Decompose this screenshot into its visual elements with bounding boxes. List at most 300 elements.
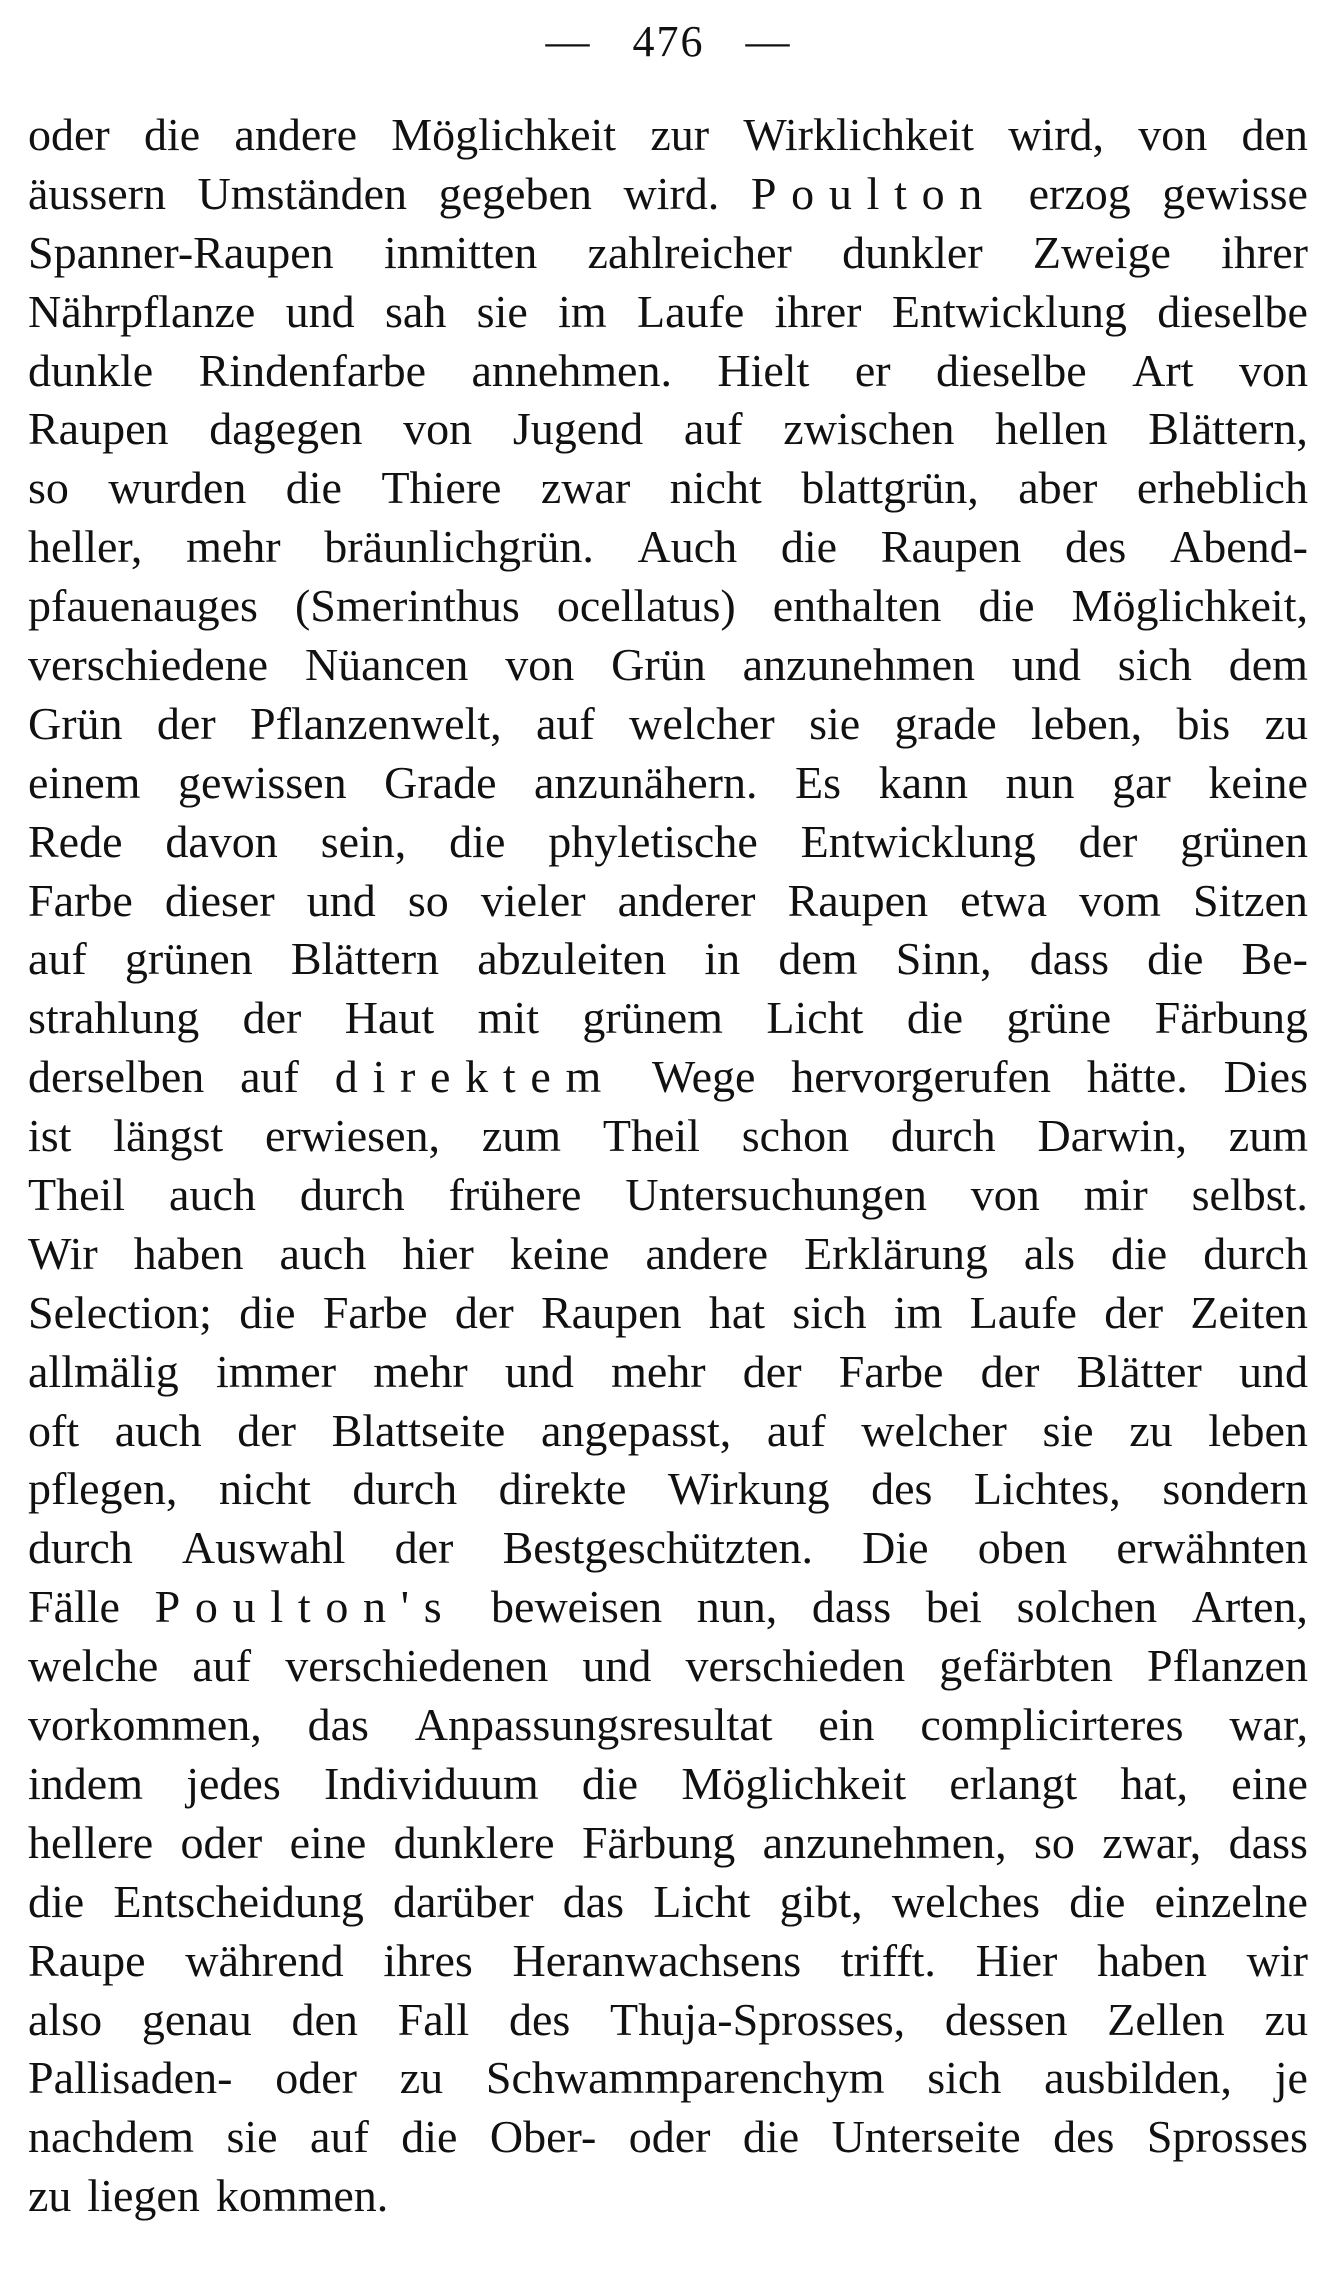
text-line [28,872,1308,931]
word: auf [683,403,743,455]
word: phyletische [548,815,758,867]
word: die [581,1757,639,1809]
word: durch [890,1110,996,1162]
word: die [906,992,964,1044]
word: angepasst, [540,1404,732,1456]
word: grünen [1180,815,1308,867]
word: auch [114,1404,202,1456]
word: trifft. [840,1934,936,1986]
word: kommen. [215,2170,389,2222]
word: die [742,2111,800,2163]
word: oder [275,2052,357,2104]
word: keine [1208,756,1308,808]
word: Grün [611,639,706,691]
text-line [28,1932,1308,1991]
word: also [28,1993,103,2045]
page-number: 476 [632,17,705,66]
word: die [1147,933,1204,985]
word: die [285,462,342,514]
word: Rede [28,815,123,867]
word: blattgrün, [801,462,979,514]
word: durch [1203,1227,1308,1279]
word: dunkler [842,226,983,278]
word: durch [28,1522,133,1574]
word: dunklere [393,1816,555,1868]
word: einem [28,756,141,808]
word: strahlung [28,992,200,1044]
word: Dies [1223,1051,1308,1103]
word: inmitten [383,226,538,278]
text-line [28,165,1308,224]
word: im [893,1286,943,1338]
word: und [1238,1345,1308,1397]
word: der [394,1522,454,1574]
word: hätte. [1086,1051,1188,1103]
text-line [28,1991,1308,2050]
text-line [28,695,1308,754]
word: Fälle [28,1581,120,1633]
word: Theil [28,1169,126,1221]
word: oben [977,1522,1068,1574]
word: anderer [617,874,756,926]
word: eine [1231,1757,1308,1809]
word: complicirteres [920,1699,1184,1751]
word: mehr [186,521,281,573]
word: wir [1246,1934,1308,1986]
word: zum [481,1110,562,1162]
word: Raupen [880,521,1022,573]
word: andere [645,1227,769,1279]
word: die [978,580,1035,632]
word: gar [1112,756,1171,808]
word: und [306,874,376,926]
text-line [28,1048,1308,1107]
word: oder [28,109,110,160]
text-line [28,518,1308,577]
word: erwiesen, [265,1110,440,1162]
word: in [704,933,741,985]
word: grünem [582,992,723,1044]
word: von [970,1169,1040,1221]
text-line [28,224,1308,283]
word: haben [1097,1934,1207,1986]
word: sich [927,2052,1002,2104]
word: welcher [861,1404,1007,1456]
word: pfauenauges [28,580,258,632]
word: auf [310,2111,369,2163]
word: gewissen [177,756,347,808]
word: ist [28,1110,72,1162]
word: sondern [1162,1463,1308,1515]
word: allmälig [28,1345,179,1397]
word: Schwammparenchym [485,2052,885,2104]
word: war, [1229,1699,1308,1751]
word: ocellatus) [556,580,736,632]
word: der [1078,815,1138,867]
word: dass [811,1581,892,1633]
spaced-emphasis-word: direktem [334,1051,616,1103]
text-line [28,1166,1308,1225]
word: des [1053,2111,1115,2163]
word: von [505,639,575,691]
word: als [1023,1227,1076,1279]
body-paragraph [28,106,1308,2226]
word: erwähnten [1116,1522,1308,1574]
word: schon [741,1110,850,1162]
word: vom [1079,874,1161,926]
word: des [508,1993,571,2045]
word: Entscheidung [113,1875,364,1927]
word: davon [165,815,278,867]
word: dessen [944,1993,1068,2045]
word: Spanner-Raupen [28,226,334,278]
word: sich [792,1286,867,1338]
word: Unterseite [831,2111,1021,2163]
text-line [28,636,1308,695]
word: Ober- [489,2111,597,2163]
word: die [1069,1875,1126,1927]
word: zu [399,2052,444,2104]
word: zur [650,109,710,160]
word: sie [1042,1404,1094,1456]
text-line [28,2049,1308,2108]
word: Nährpflanze [28,285,256,337]
word: hat, [1120,1757,1189,1809]
word: wurden [108,462,247,514]
word: Untersuchungen [625,1169,927,1221]
word: das [562,1875,625,1927]
word: im [558,285,607,337]
word: Licht [653,1875,751,1927]
word: auf [766,1404,826,1456]
word: auf [28,933,87,985]
word: selbst. [1191,1169,1308,1221]
word: Farbe [28,874,133,926]
word: Nüancen [304,639,469,691]
text-line [28,813,1308,872]
word: zahlreicher [587,226,792,278]
word: ihrer [1221,226,1308,278]
word: den [1241,109,1308,160]
word: sah [385,285,447,337]
word: während [185,1934,344,1986]
text-line [28,989,1308,1048]
word: nun, [696,1581,778,1633]
word: Farbe [838,1345,944,1397]
word: Auswahl [181,1522,346,1574]
word: Laufe [969,1286,1077,1338]
word: kann [878,756,968,808]
word: Umständen [197,167,408,219]
word: Sitzen [1192,874,1308,926]
word: der [1104,1286,1164,1338]
text-line [28,1519,1308,1578]
word: ein [818,1699,875,1751]
word: Möglichkeit [391,109,617,160]
word: Raupen [787,874,929,926]
word: Zellen [1107,1993,1225,2045]
word: leben [1208,1404,1308,1456]
word: heller, [28,521,143,573]
text-line [28,106,1308,165]
word: mir [1083,1169,1148,1221]
word: und [285,285,355,337]
word: bräunlichgrün. [324,521,594,573]
word: längst [113,1110,224,1162]
word: dieselbe [1157,285,1308,337]
word: mehr [373,1345,468,1397]
word: er [854,344,891,396]
text-line [28,1225,1308,1284]
word: beweisen [491,1581,663,1633]
word: annehmen. [471,344,672,396]
word: grüne [1006,992,1112,1044]
text-line [28,1814,1308,1873]
word: derselben [28,1051,205,1103]
word: Haut [344,992,435,1044]
word: zu [28,2170,72,2222]
word: zwischen [783,403,955,455]
word: Färbung [1154,992,1308,1044]
word: Heranwachsens [512,1934,802,1986]
word: Thiere [381,462,502,514]
word: wird. [623,167,720,219]
spaced-emphasis-word: Poulton [750,167,998,219]
word: von [1238,344,1308,396]
word: grünen [124,933,253,985]
word: Pflanzenwelt, [250,697,502,749]
word: die [401,2111,458,2163]
word: der [237,1404,296,1456]
word: Arten, [1191,1581,1308,1633]
word: etwa [960,874,1048,926]
word: gewisse [1162,167,1308,219]
word: aber [1018,462,1098,514]
word: die [239,1286,296,1338]
word: hellere [28,1816,154,1868]
page-header [0,14,1337,70]
word: bis [1176,697,1231,749]
word: des [871,1463,933,1515]
text-line [28,1873,1308,1932]
word: oder [628,2111,711,2163]
word: welches [891,1875,1041,1927]
word: Entwicklung [800,815,1036,867]
word: der [980,1345,1040,1397]
word: Möglichkeit, [1071,580,1308,632]
word: Hier [975,1934,1058,1986]
word: zu [1129,1404,1173,1456]
word: ausbilden, [1044,2052,1232,2104]
word: Blattseite [331,1404,506,1456]
text-line [28,342,1308,401]
word: keine [509,1227,610,1279]
word: pflegen, [28,1463,178,1515]
word: Thuja-Sprosses, [610,1993,906,2045]
word: Farbe [322,1286,428,1338]
word: hellen [995,403,1108,455]
word: Entwicklung [891,285,1127,337]
word: wird, [1008,109,1105,160]
word: enthalten [772,580,942,632]
spaced-emphasis-word: Poulton's [154,1581,457,1633]
word: Bestgeschützten. [502,1522,813,1574]
word: erzog [1028,167,1131,219]
word: gibt, [779,1875,863,1927]
word: eine [289,1816,367,1868]
word: die [1111,1227,1168,1279]
word: Licht [766,992,864,1044]
word: Pallisaden- [28,2052,233,2104]
word: die [28,1875,85,1927]
word: Abend- [1170,521,1308,573]
word: nachdem [28,2111,195,2163]
word: dieselbe [936,344,1087,396]
word: Möglichkeit [681,1757,907,1809]
word: Fall [397,1993,470,2045]
word: zwar [540,462,631,514]
text-line [28,1402,1308,1461]
word: hat [708,1286,766,1338]
header-dash-right: — [745,17,792,66]
word: Raupe [28,1934,146,1986]
word: vorkommen, [28,1699,262,1751]
text-line [28,754,1308,813]
text-line [28,2167,1308,2226]
word: Grade [384,756,497,808]
word: einzelne [1154,1875,1308,1927]
word: und [504,1345,574,1397]
word: Theil [602,1110,700,1162]
word: Sprosses [1146,2111,1308,2163]
word: andere [234,109,357,160]
word: oder [180,1816,263,1868]
word: oft [28,1404,80,1456]
word: die [780,521,838,573]
word: (Smerinthus [294,580,520,632]
word: Auch [637,521,738,573]
word: Hielt [717,344,810,396]
text-line [28,283,1308,342]
word: Be- [1241,933,1308,985]
text-line [28,1696,1308,1755]
word: der [454,1286,514,1338]
word: jedes [186,1757,281,1809]
word: nicht [669,462,762,514]
word: auch [169,1169,256,1221]
word: Sinn, [895,933,992,985]
word: verschiedene [28,639,269,691]
word: durch [352,1463,458,1515]
text-line [28,1284,1308,1343]
word: indem [28,1757,143,1809]
text-line [28,1107,1308,1166]
text-line [28,1343,1308,1402]
word: auch [279,1227,367,1279]
word: der [156,697,216,749]
word: Färbung [581,1816,736,1868]
word: hier [402,1227,474,1279]
word: erheblich [1136,462,1308,514]
word: so [407,874,449,926]
word: Zeiten [1190,1286,1308,1338]
word: vieler [480,874,586,926]
word: sie [226,2111,278,2163]
word: abzuleiten [477,933,667,985]
word: Raupen [28,403,169,455]
text-line [28,1460,1308,1519]
word: frühere [448,1169,582,1221]
header-dash-left: — [545,17,592,66]
word: Lichtes, [973,1463,1121,1515]
word: Jugend [512,403,644,455]
word: sein, [320,815,407,867]
text-line [28,400,1308,459]
word: dunkle [28,344,154,396]
word: hervorgerufen [791,1051,1051,1103]
word: Selection; [28,1286,212,1338]
word: Raupen [540,1286,682,1338]
word: die [143,109,201,160]
word: dem [778,933,858,985]
word: gefärbten [939,1640,1113,1692]
word: anzunähern. [534,756,758,808]
word: erlangt [949,1757,1078,1809]
word: ihrer [774,285,862,337]
word: auf [536,697,595,749]
word: mit [477,992,539,1044]
word: grade [894,697,997,749]
word: Anpassungsresultat [414,1699,773,1751]
word: auf [192,1640,252,1692]
word: den [291,1993,358,2045]
text-line [28,459,1308,518]
word: zu [1264,1993,1308,2045]
word: immer [215,1345,337,1397]
word: Wirkung [667,1463,830,1515]
word: Blättern [290,933,440,985]
word: zwar, [1102,1816,1202,1868]
word: dagegen [209,403,363,455]
word: direkte [498,1463,627,1515]
word: nicht [218,1463,311,1515]
word: sie [476,285,528,337]
text-line [28,1637,1308,1696]
word: solchen [1016,1581,1158,1633]
word: dieser [164,874,275,926]
word: äussern [28,167,166,219]
word: verschiedenen [285,1640,549,1692]
word: welcher [629,697,775,749]
word: zum [1228,1110,1308,1162]
word: der [242,992,302,1044]
word: nun [1005,756,1075,808]
word: des [1065,521,1127,573]
word: auf [240,1051,299,1103]
word: Grün [28,697,123,749]
word: der [742,1345,802,1397]
word: Individuum [323,1757,539,1809]
word: von [403,403,473,455]
word: dem [1228,639,1308,691]
word: sie [809,697,861,749]
word: genau [141,1993,252,2045]
word: Art [1132,344,1194,396]
word: anzunehmen, [762,1816,1007,1868]
word: sich [1117,639,1192,691]
word: je [1274,2052,1308,2104]
word: von [1138,109,1208,160]
